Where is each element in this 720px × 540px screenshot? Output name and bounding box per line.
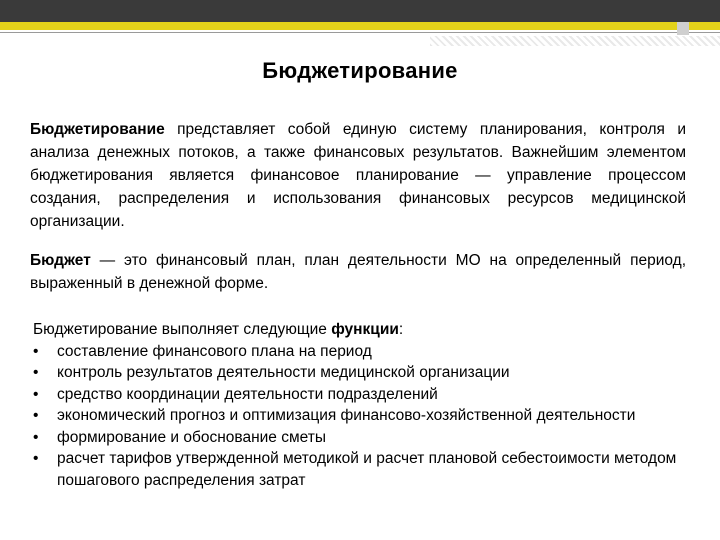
bullet-icon: • [33, 385, 39, 403]
list-item-text: экономический прогноз и оптимизация финансово-хозяйственной деятельности [57, 407, 636, 424]
list-item-text: расчет тарифов утвержденной методикой и расчет плановой себестоимости методом пошагового распределения затрат [57, 450, 677, 489]
list-item [33, 405, 683, 427]
bullet-icon: • [33, 428, 39, 446]
list-item-text: составление финансового плана на период [57, 342, 372, 360]
accent-line-right [689, 32, 720, 33]
term-functions: функции [331, 321, 399, 338]
bullet-icon: • [33, 450, 39, 467]
bullet-icon: • [33, 407, 39, 424]
list-item [33, 427, 683, 449]
list-item [33, 384, 683, 406]
list-item-text: формирование и обоснование сметы [57, 428, 326, 446]
bullet-icon: • [33, 364, 39, 381]
corner-tab [677, 22, 689, 35]
decorative-hatching [430, 36, 720, 46]
functions-block [33, 319, 683, 491]
list-item-text: средство координации деятельности подразделений [57, 385, 438, 403]
slide-title: Бюджетирование [262, 58, 458, 83]
functions-intro-text: Бюджетирование выполняет следующие [33, 321, 332, 338]
paragraph-budgeting [30, 118, 686, 233]
list-item [33, 362, 683, 384]
accent-stripe [0, 22, 677, 30]
functions-list [33, 341, 683, 492]
functions-intro [33, 319, 683, 341]
list-item-text: контроль результатов деятельности медицинской организации [57, 364, 510, 381]
paragraph-budgeting-text: представляет собой единую систему планирования, контроля и анализа денежных потоков, а также финансовых результатов. Важнейшим элементом бюджетирования является финансовое планирование — управление процессом создания, распределения и использования финансовых ресурсов медицинской организации. [30, 121, 686, 230]
top-bar [0, 0, 720, 22]
functions-colon: : [398, 321, 404, 338]
paragraph-budget-text: — это финансовый план, план деятельности МО на определенный период, выраженный в денежной форме. [30, 252, 686, 292]
term-budget: Бюджет [30, 252, 91, 269]
paragraph-budget [30, 249, 686, 295]
accent-stripe-right [689, 22, 720, 30]
list-item [33, 341, 683, 363]
accent-line [0, 32, 677, 33]
bullet-icon: • [33, 342, 39, 360]
list-item [33, 448, 683, 491]
term-budgeting: Бюджетирование [30, 121, 165, 138]
